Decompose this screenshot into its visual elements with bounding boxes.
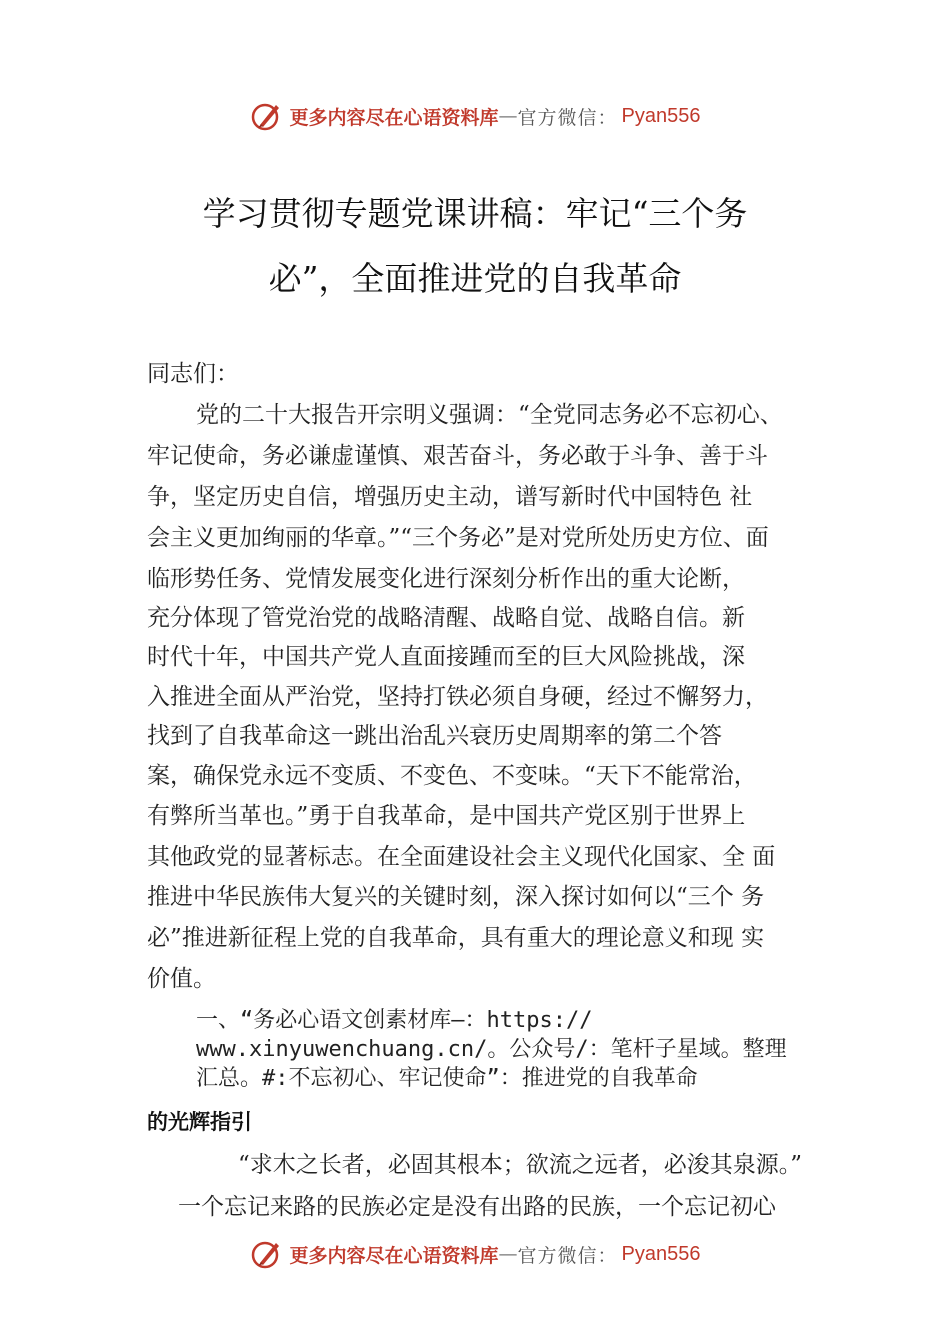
paragraph-line: 有弊所当革也。”勇于自我革命，是中国共产党区别于世界上	[147, 803, 746, 829]
banner-brand: 更多内容尽在心语资料库	[289, 1244, 499, 1267]
paragraph-line: “求木之长者，必固其根本；欲流之远者，必浚其泉源。”	[238, 1152, 803, 1178]
paragraph-line: 找到了自我革命这一跳出治乱兴衰历史周期率的第二个答	[147, 723, 722, 749]
paragraph-line: 党的二十大报告开宗明义强调：“全党同志务必不忘初心、	[196, 402, 783, 428]
banner-separator: —	[498, 105, 518, 127]
banner-separator: —	[498, 1243, 518, 1265]
banner-brand: 更多内容尽在心语资料库	[289, 106, 499, 129]
banner-wechat-id: Pyan556	[621, 1242, 701, 1265]
paragraph-line: 临形势任务、党情发展变化进行深刻分析作出的重大论断，	[147, 566, 745, 592]
footer-banner	[0, 1234, 950, 1274]
section-heading-bold: 的光辉指引	[147, 1110, 252, 1134]
document-title-line-1: 学习贯彻专题党课讲稿：牢记“三个务	[202, 194, 748, 233]
paragraph-line: 推进中华民族伟大复兴的关键时刻，深入探讨如何以“三个 务	[147, 884, 765, 910]
paragraph-line: 入推进全面从严治党，坚持打铁必须自身硬，经过不懈努力，	[147, 684, 768, 710]
paragraph-line: 时代十年，中国共产党人直面接踵而至的巨大风险挑战，深	[147, 644, 745, 670]
paragraph-line: 案，确保党永远不变质、不变色、不变味。“天下不能常治，	[147, 763, 757, 789]
paragraph-line: 一个忘记来路的民族必定是没有出路的民族，一个忘记初心	[178, 1194, 776, 1220]
banner-official-label: 官方微信：	[517, 1244, 618, 1267]
paragraph-line: 必”推进新征程上党的自我革命，具有重大的理论意义和现 实	[147, 925, 765, 951]
section-heading-line: www.xinyuwenchuang.cn/。公众号/：笔杆子星域。整理	[196, 1037, 787, 1062]
paragraph-line: 充分体现了管党治党的战略清醒、战略自觉、战略自信。新	[147, 605, 745, 631]
salutation: 同志们：	[147, 361, 239, 387]
header-banner	[0, 96, 950, 136]
section-heading-line: 一、“务必心语文创素材库—：https://	[196, 1008, 593, 1033]
quill-logo-icon	[250, 1237, 284, 1271]
banner-wechat-id: Pyan556	[621, 104, 701, 127]
paragraph-line: 会主义更加绚丽的华章。”“三个务必”是对党所处历史方位、面	[147, 525, 769, 551]
paragraph-line: 牢记使命，务必谦虚谨慎、艰苦奋斗，务必敢于斗争、善于斗	[147, 443, 768, 469]
banner-official-label: 官方微信：	[517, 106, 618, 129]
section-heading-line: 汇总。#:不忘初心、牢记使命”：推进党的自我革命	[196, 1066, 698, 1091]
document-title-line-2: 必”，全面推进党的自我革命	[268, 259, 682, 298]
paragraph-line: 价值。	[147, 966, 216, 992]
paragraph-line: 争，坚定历史自信，增强历史主动，谱写新时代中国特色 社	[147, 484, 753, 510]
quill-logo-icon	[250, 99, 284, 133]
paragraph-line: 其他政党的显著标志。在全面建设社会主义现代化国家、全 面	[147, 844, 776, 870]
